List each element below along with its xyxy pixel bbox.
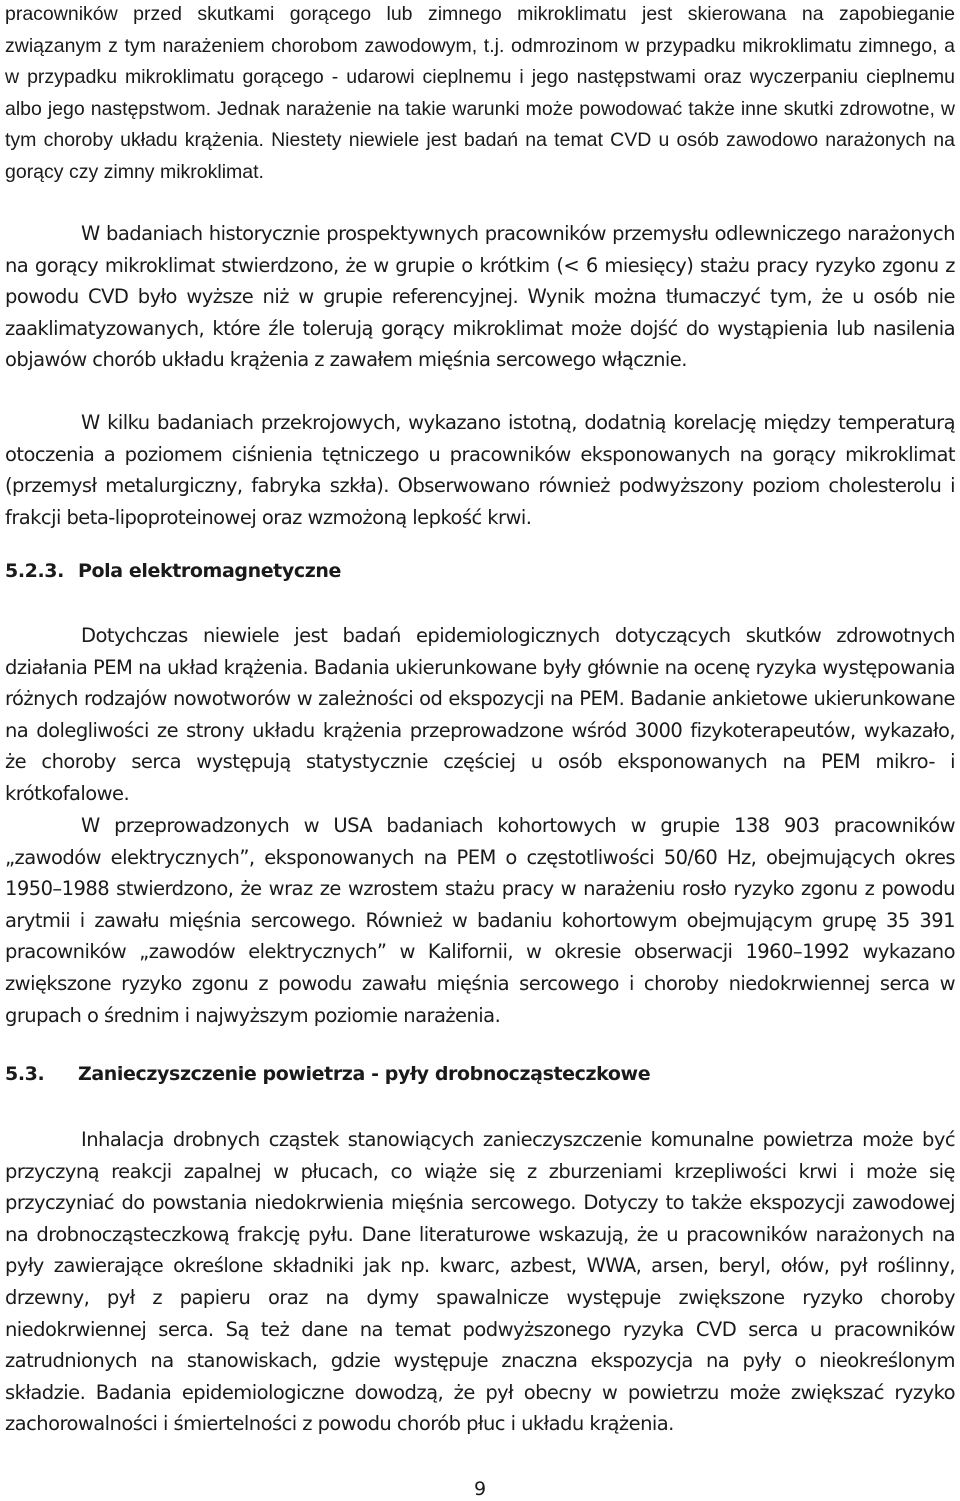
section-title: Zanieczyszczenie powietrza - pyły drobnocząsteczkowe: [78, 1063, 651, 1085]
paragraph-intro: pracowników przed skutkami gorącego lub zimnego mikroklimatu jest skierowana na zapobieganie związanym z tym narażeniem chorobom zawodowym, t.j. odmrozinom w przypadku mikroklimatu zimnego, a w przypadku mikroklimatu gorącego - udarowi cieplnemu i jego następstwami oraz wyczerpaniu cieplnemu albo jego następstwom. Jednak narażenie na takie warunki może powodować także inne skutki zdrowotne, w tym choroby układu krążenia. Niestety niewiele jest badań na temat CVD u osób zawodowo narażonych na gorący czy zimny mikroklimat.: [5, 3, 955, 183]
paragraph-pem-intro: Dotychczas niewiele jest badań epidemiologicznych dotyczących skutków zdrowotnych działania PEM na układ krążenia. Badania ukierunkowane były głównie na ocenę ryzyka występowania różnych rodzajów nowotworów w zależności od ekspozycji na PEM. Badanie ankietowe ukierunkowane na dolegliwości ze strony układu krążenia przeprowadzone wśród 3000 fizykoterapeutów, wykazało, że choroby serca występują statystycznie częściej u osób eksponowanych na PEM mikro- i krótkofalowe.: [5, 624, 955, 805]
paragraph-pem-cohort: W przeprowadzonych w USA badaniach kohortowych w grupie 138 903 pracowników „zawodów elektrycznych”, eksponowanych na PEM o częstotliwości 50/60 Hz, obejmujących okres 1950–1988 stwierdzono, że wraz ze wzrostem stażu pracy w narażeniu rosło ryzyko zgonu z powodu arytmii i zawału mięśnia sercowego. Również w badaniu kohortowym obejmującym grupę 35 391 pracowników „zawodów elektrycznych” w Kalifornii, w okresie obserwacji 1960–1992 wykazano zwiększone ryzyko zgonu z powodu zawału mięśnia sercowego i choroby niedokrwiennej serca w grupach o średnim i najwyższym poziomie narażenia.: [5, 814, 955, 1027]
paragraph-particulates: Inhalacja drobnych cząstek stanowiących zanieczyszczenie komunalne powietrza może być przyczyną reakcji zapalnej w płucach, co wiąże się z zburzeniami krzepliwości krwi i może się przyczyniać do powstania niedokrwienia mięśnia sercowego. Dotyczy to także ekspozycji zawodowej na drobnocząsteczkową frakcję pyłu. Dane literaturowe wskazują, że u pracowników narażonych na pyły zawierające określone składniki jak np. kwarc, azbest, WWA, arsen, beryl, ołów, pył roślinny, drzewny, pył z papieru oraz na dymy spawalnicze występuje zwiększone ryzyko choroby niedokrwiennej serca. Są też dane na temat podwyższonego ryzyka CVD serca u pracowników zatrudnionych na stanowiskach, gdzie występuje znaczna ekspozycja na pyły o nieokreślonym składzie. Badania epidemiologiczne dowodzą, że pył obecny w powietrzu może zwiększać ryzyko zachorowalności i śmiertelności z powodu chorób płuc i układu krążenia.: [5, 1128, 955, 1436]
section-heading-pem: [5, 560, 341, 582]
page-number: 9: [473, 1478, 487, 1500]
paragraph-foundry-study: W badaniach historycznie prospektywnych pracowników przemysłu odlewniczego narażonych na gorący mikroklimat stwierdzono, że w grupie o krótkim (< 6 miesięcy) stażu pracy ryzyko zgonu z powodu CVD było wyższe niż w grupie referencyjnej. Wynik można tłumaczyć tym, że u osób nie zaaklimatyzowanych, które źle tolerują gorący mikroklimat może dojść do wystąpienia lub nasilenia objawów chorób układu krążenia z zawałem mięśnia sercowego włącznie.: [5, 222, 955, 372]
section-heading-air-pollution: [5, 1063, 650, 1085]
section-number: 5.2.3.: [5, 560, 64, 582]
paragraph-cross-sectional: W kilku badaniach przekrojowych, wykazano istotną, dodatnią korelację między temperaturą otoczenia a poziomem ciśnienia tętniczego u pracowników eksponowanych na gorący mikroklimat (przemysł metalurgiczny, fabryka szkła). Obserwowano również podwyższony poziom cholesterolu i frakcji beta-lipoproteinowej oraz wzmożoną lepkość krwi.: [5, 411, 955, 529]
section-number: 5.3.: [5, 1063, 45, 1085]
section-title: Pola elektromagnetyczne: [78, 560, 341, 582]
